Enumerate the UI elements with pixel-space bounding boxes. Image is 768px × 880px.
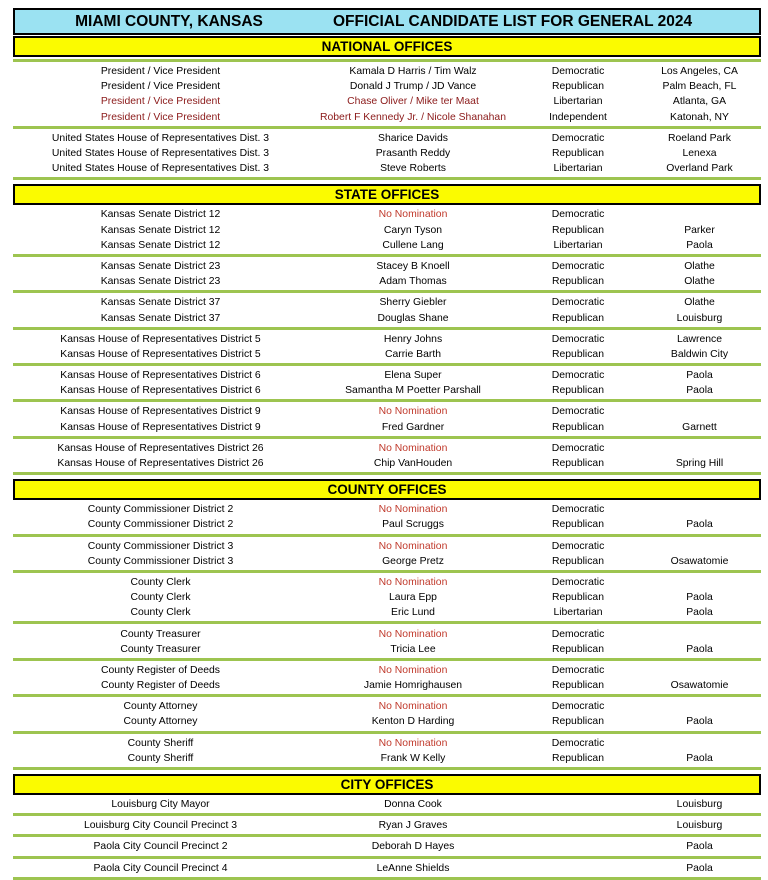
- candidate-row: [13, 223, 761, 238]
- party-cell: Democratic: [551, 504, 605, 516]
- party-cell: Libertarian: [553, 163, 603, 175]
- candidate-row: [13, 642, 761, 657]
- office-group: [13, 795, 761, 816]
- office-cell: County Sheriff: [127, 752, 194, 764]
- party-cell: Republican: [552, 276, 604, 288]
- party-cell: Democratic: [551, 576, 605, 588]
- office-cell: Kansas House of Representatives District 6: [60, 385, 261, 397]
- party-cell: Democratic: [551, 209, 605, 221]
- candidate-cell: No Nomination: [378, 504, 448, 516]
- candidate-row: [13, 131, 761, 146]
- office-group: [13, 62, 761, 129]
- city-cell: Baldwin City: [670, 348, 729, 360]
- city-cell: Osawatomie: [670, 680, 729, 692]
- office-cell: County Sheriff: [127, 737, 194, 749]
- candidate-row: [13, 818, 761, 833]
- party-cell: Republican: [552, 81, 604, 93]
- candidate-row: [13, 383, 761, 398]
- office-group: [13, 366, 761, 402]
- office-cell: County Commissioner District 2: [87, 504, 234, 516]
- candidate-cell: LeAnne Shields: [376, 862, 450, 874]
- office-group: [13, 734, 761, 770]
- candidate-row: [13, 456, 761, 471]
- office-cell: Kansas Senate District 12: [100, 239, 221, 251]
- office-cell: Kansas Senate District 23: [100, 260, 221, 272]
- city-cell: Osawatomie: [670, 555, 729, 567]
- city-cell: Paola: [686, 385, 713, 397]
- party-cell: Republican: [552, 458, 604, 470]
- office-cell: President / Vice President: [100, 96, 221, 108]
- candidate-cell: No Nomination: [378, 406, 448, 418]
- city-cell: Los Angeles, CA: [661, 66, 738, 78]
- office-group: [13, 573, 761, 625]
- party-cell: Republican: [552, 716, 604, 728]
- office-group: [13, 402, 761, 438]
- office-cell: United States House of Representatives Dist. 3: [51, 132, 270, 144]
- candidate-cell: Laura Epp: [389, 592, 437, 604]
- candidate-row: [13, 404, 761, 419]
- office-cell: President / Vice President: [100, 111, 221, 123]
- party-cell: Libertarian: [553, 607, 603, 619]
- candidate-cell: Prasanth Reddy: [375, 148, 451, 160]
- city-cell: Overland Park: [666, 163, 733, 175]
- candidate-row: [13, 441, 761, 456]
- candidate-row: [13, 861, 761, 876]
- candidate-row: [13, 146, 761, 161]
- party-cell: Republican: [552, 752, 604, 764]
- office-cell: County Treasurer: [120, 643, 201, 655]
- candidate-cell: Adam Thomas: [379, 276, 447, 288]
- city-cell: Olathe: [684, 297, 715, 309]
- office-cell: Kansas Senate District 23: [100, 276, 221, 288]
- candidate-cell: No Nomination: [378, 540, 448, 552]
- party-cell: Democratic: [551, 628, 605, 640]
- candidate-cell: Fred Gardner: [381, 421, 445, 433]
- office-group: [13, 816, 761, 837]
- city-cell: Palm Beach, FL: [662, 81, 737, 93]
- candidate-row: [13, 332, 761, 347]
- office-cell: Kansas Senate District 12: [100, 224, 221, 236]
- office-cell: County Register of Deeds: [101, 664, 220, 676]
- city-cell: Katonah, NY: [670, 111, 729, 123]
- city-cell: Paola: [686, 643, 713, 655]
- party-cell: Republican: [552, 555, 604, 567]
- party-cell: Democratic: [551, 406, 605, 418]
- office-cell: Kansas House of Representatives District 6: [60, 370, 261, 382]
- candidate-cell: Deborah D Hayes: [371, 841, 455, 853]
- office-cell: United States House of Representatives Dist. 3: [51, 163, 270, 175]
- city-cell: Garnett: [682, 421, 717, 433]
- city-cell: Lenexa: [682, 148, 717, 160]
- party-cell: Republican: [552, 385, 604, 397]
- candidate-row: [13, 554, 761, 569]
- candidate-cell: Caryn Tyson: [383, 224, 443, 236]
- party-cell: Democratic: [551, 370, 605, 382]
- office-group: [13, 439, 761, 475]
- candidate-row: [13, 714, 761, 729]
- candidate-cell: Donna Cook: [384, 799, 442, 811]
- candidate-row: [13, 368, 761, 383]
- section-header: CITY OFFICES: [13, 774, 761, 795]
- candidate-cell: No Nomination: [378, 576, 448, 588]
- candidate-row: [13, 663, 761, 678]
- candidate-cell: Stacey B Knoell: [376, 260, 450, 272]
- candidate-row: [13, 274, 761, 289]
- section-header: NATIONAL OFFICES: [13, 36, 761, 57]
- candidate-row: [13, 94, 761, 109]
- office-cell: County Clerk: [130, 576, 191, 588]
- office-group: [13, 330, 761, 366]
- candidate-cell: Donald J Trump / JD Vance: [349, 81, 477, 93]
- candidate-cell: Kenton D Harding: [371, 716, 455, 728]
- city-cell: Spring Hill: [675, 458, 724, 470]
- city-cell: Paola: [686, 841, 713, 853]
- candidate-row: [13, 678, 761, 693]
- city-cell: Paola: [686, 752, 713, 764]
- city-cell: Paola: [686, 519, 713, 531]
- candidate-cell: Robert F Kennedy Jr. / Nicole Shanahan: [320, 111, 506, 123]
- candidate-row: [13, 64, 761, 79]
- party-cell: Republican: [552, 312, 604, 324]
- candidate-cell: Eric Lund: [391, 607, 435, 619]
- city-cell: Atlanta, GA: [672, 96, 727, 108]
- candidate-row: [13, 751, 761, 766]
- candidate-cell: Chase Oliver / Mike ter Maat: [347, 96, 479, 108]
- office-cell: Kansas House of Representatives District 5: [60, 348, 261, 360]
- office-cell: County Treasurer: [120, 628, 201, 640]
- office-cell: United States House of Representatives Dist. 3: [51, 148, 270, 160]
- candidate-row: [13, 539, 761, 554]
- city-cell: Louisburg: [676, 820, 723, 832]
- candidate-cell: Jamie Homrighausen: [363, 680, 463, 692]
- candidate-row: [13, 110, 761, 125]
- candidate-row: [13, 420, 761, 435]
- candidate-row: [13, 839, 761, 854]
- city-cell: Olathe: [684, 260, 715, 272]
- county-title: MIAMI COUNTY, KANSAS: [75, 12, 263, 30]
- office-group: [13, 859, 761, 880]
- section-header: STATE OFFICES: [13, 184, 761, 205]
- candidate-cell: Chip VanHouden: [373, 458, 453, 470]
- candidate-cell: Kamala D Harris / Tim Walz: [349, 66, 477, 78]
- office-cell: Kansas House of Representatives District 5: [60, 333, 261, 345]
- party-cell: Democratic: [551, 540, 605, 552]
- candidate-cell: Henry Johns: [383, 333, 443, 345]
- party-cell: Democratic: [551, 260, 605, 272]
- office-group: [13, 293, 761, 329]
- city-cell: Lawrence: [676, 333, 723, 345]
- party-cell: Democratic: [551, 66, 605, 78]
- city-cell: Paola: [686, 607, 713, 619]
- candidate-row: [13, 295, 761, 310]
- party-cell: Republican: [552, 421, 604, 433]
- city-cell: Roeland Park: [668, 132, 731, 144]
- sections-container: [13, 36, 761, 880]
- office-cell: President / Vice President: [100, 81, 221, 93]
- candidate-row: [13, 259, 761, 274]
- party-cell: Independent: [549, 111, 607, 123]
- party-cell: Democratic: [551, 664, 605, 676]
- office-cell: County Commissioner District 3: [87, 555, 234, 567]
- office-cell: County Commissioner District 3: [87, 540, 234, 552]
- office-group: [13, 500, 761, 536]
- city-cell: Louisburg: [676, 799, 723, 811]
- city-cell: Paola: [686, 862, 713, 874]
- office-cell: County Commissioner District 2: [87, 519, 234, 531]
- candidate-cell: Tricia Lee: [390, 643, 436, 655]
- party-cell: Republican: [552, 519, 604, 531]
- office-cell: President / Vice President: [100, 66, 221, 78]
- candidate-cell: George Pretz: [382, 555, 444, 567]
- office-group: [13, 205, 761, 257]
- party-cell: Republican: [552, 348, 604, 360]
- office-cell: Louisburg City Council Precinct 3: [83, 820, 238, 832]
- office-cell: Kansas Senate District 37: [100, 297, 221, 309]
- candidate-cell: Elena Super: [384, 370, 442, 382]
- candidate-row: [13, 736, 761, 751]
- candidate-row: [13, 626, 761, 641]
- office-cell: County Clerk: [130, 592, 191, 604]
- candidate-cell: Douglas Shane: [377, 312, 449, 324]
- office-cell: Kansas House of Representatives District 9: [60, 421, 261, 433]
- party-cell: Republican: [552, 680, 604, 692]
- candidate-cell: Paul Scruggs: [382, 519, 444, 531]
- city-cell: Paola: [686, 370, 713, 382]
- candidate-cell: Sharice Davids: [378, 132, 448, 144]
- party-cell: Democratic: [551, 442, 605, 454]
- candidate-row: [13, 347, 761, 362]
- candidate-cell: Steve Roberts: [380, 163, 446, 175]
- office-cell: Paola City Council Precinct 2: [93, 841, 228, 853]
- candidate-row: [13, 605, 761, 620]
- office-group: [13, 257, 761, 293]
- party-cell: Republican: [552, 643, 604, 655]
- city-cell: Olathe: [684, 276, 715, 288]
- city-cell: Paola: [686, 239, 713, 251]
- office-cell: Louisburg City Mayor: [111, 799, 210, 811]
- party-cell: Libertarian: [553, 239, 603, 251]
- candidate-cell: Ryan J Graves: [378, 820, 448, 832]
- office-cell: Kansas House of Representatives District 26: [57, 458, 264, 470]
- office-group: [13, 537, 761, 573]
- party-cell: Democratic: [551, 701, 605, 713]
- city-cell: Parker: [684, 224, 715, 236]
- office-group: [13, 129, 761, 181]
- candidate-row: [13, 797, 761, 812]
- candidate-cell: No Nomination: [378, 628, 448, 640]
- office-group: [13, 697, 761, 733]
- candidate-row: [13, 207, 761, 222]
- candidate-cell: Sherry Giebler: [379, 297, 447, 309]
- list-title: OFFICIAL CANDIDATE LIST FOR GENERAL 2024: [333, 12, 693, 30]
- candidate-cell: Frank W Kelly: [380, 752, 446, 764]
- title-bar: [13, 8, 761, 35]
- office-group: [13, 624, 761, 660]
- candidate-cell: No Nomination: [378, 209, 448, 221]
- candidate-row: [13, 502, 761, 517]
- party-cell: Democratic: [551, 132, 605, 144]
- office-group: [13, 837, 761, 858]
- office-cell: County Attorney: [123, 701, 198, 713]
- candidate-list-document: [13, 8, 761, 880]
- candidate-row: [13, 699, 761, 714]
- city-cell: Louisburg: [676, 312, 723, 324]
- office-group: [13, 661, 761, 697]
- office-cell: Paola City Council Precinct 4: [93, 862, 228, 874]
- office-cell: County Attorney: [123, 716, 198, 728]
- section-header: COUNTY OFFICES: [13, 479, 761, 500]
- candidate-cell: Carrie Barth: [384, 348, 441, 360]
- candidate-row: [13, 517, 761, 532]
- party-cell: Democratic: [551, 737, 605, 749]
- office-cell: County Register of Deeds: [101, 680, 220, 692]
- candidate-cell: No Nomination: [378, 701, 448, 713]
- candidate-cell: No Nomination: [378, 442, 448, 454]
- office-cell: Kansas House of Representatives District 9: [60, 406, 261, 418]
- candidate-row: [13, 590, 761, 605]
- candidate-row: [13, 575, 761, 590]
- party-cell: Republican: [552, 224, 604, 236]
- candidate-cell: Samantha M Poetter Parshall: [345, 385, 481, 397]
- office-cell: Kansas Senate District 37: [100, 312, 221, 324]
- office-cell: Kansas Senate District 12: [100, 209, 221, 221]
- candidate-row: [13, 310, 761, 325]
- office-cell: Kansas House of Representatives District 26: [57, 442, 264, 454]
- party-cell: Republican: [552, 592, 604, 604]
- party-cell: Democratic: [551, 333, 605, 345]
- party-cell: Republican: [552, 148, 604, 160]
- party-cell: Libertarian: [553, 96, 603, 108]
- candidate-cell: No Nomination: [378, 664, 448, 676]
- candidate-row: [13, 161, 761, 176]
- office-cell: County Clerk: [130, 607, 191, 619]
- candidate-row: [13, 79, 761, 94]
- candidate-cell: No Nomination: [378, 737, 448, 749]
- party-cell: Democratic: [551, 297, 605, 309]
- city-cell: Paola: [686, 592, 713, 604]
- candidate-row: [13, 238, 761, 253]
- candidate-cell: Cullene Lang: [382, 239, 444, 251]
- city-cell: Paola: [686, 716, 713, 728]
